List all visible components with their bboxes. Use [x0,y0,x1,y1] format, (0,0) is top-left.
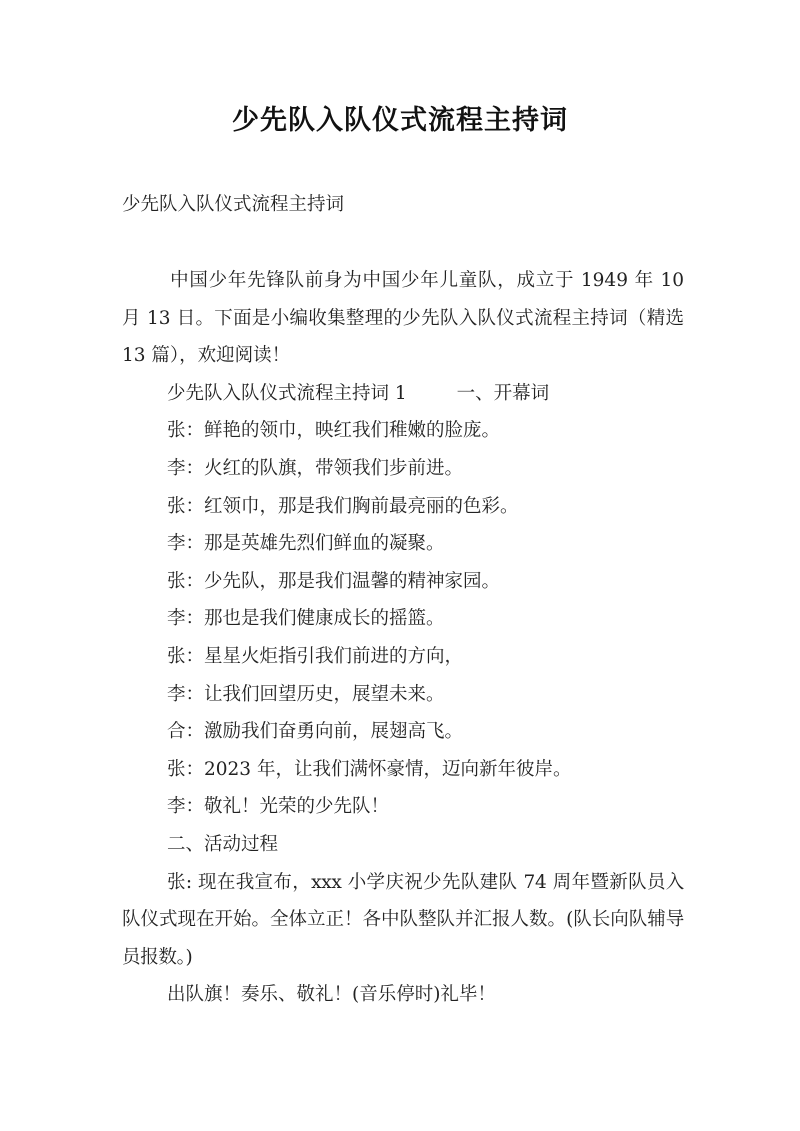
dialogue-line: 张：少先队，那是我们温馨的精神家园。 [167,570,501,592]
intro-paragraph: 中国少年先锋队前身为中国少年儿童队，成立于 1949 年 10 月 13 日。下面是小编收集整理的少先队入队仪式流程主持词（精选 13 篇），欢迎阅读！ [122,270,684,367]
dialogue-line: 李：敬礼！光荣的少先队！ [167,796,390,818]
section-heading-process: 二、活动过程 [167,833,279,855]
article-title-line [122,375,684,413]
dialogue-line: 张：鲜艳的领巾，映红我们稚嫩的脸庞。 [167,420,501,442]
dialogue-line: 张：红领巾，那是我们胸前最亮丽的色彩。 [167,495,519,517]
article-title: 少先队入队仪式流程主持词 1 [167,382,407,404]
dialogue-line: 张：2023 年，让我们满怀豪情，迈向新年彼岸。 [167,758,572,780]
dialogue-line: 张：星星火炬指引我们前进的方向， [167,645,464,667]
announcement-paragraph: 张: 现在我宣布，xxx 小学庆祝少先队建队 74 周年暨新队员入队仪式现在开始。全体立正！各中队整队并汇报人数。(队长向队辅导员报数。) [122,871,684,968]
dialogue-line: 李：那是英雄先烈们鲜血的凝聚。 [167,533,445,555]
flag-ceremony-line: 出队旗！奏乐、敬礼！(音乐停时)礼毕！ [167,984,496,1006]
dialogue-line: 合：激励我们奋勇向前，展翅高飞。 [167,721,464,743]
dialogue-line: 李：火红的队旗，带领我们步前进。 [167,457,464,479]
section-heading-opening: 一、开幕词 [456,382,550,404]
document-body [122,262,684,1014]
document-title: 少先队入队仪式流程主持词 [232,105,568,136]
dialogue-line: 李：让我们回望历史，展望未来。 [167,683,445,705]
document-subtitle: 少先队入队仪式流程主持词 [122,194,345,215]
dialogue-line: 李：那也是我们健康成长的摇篮。 [167,608,445,630]
